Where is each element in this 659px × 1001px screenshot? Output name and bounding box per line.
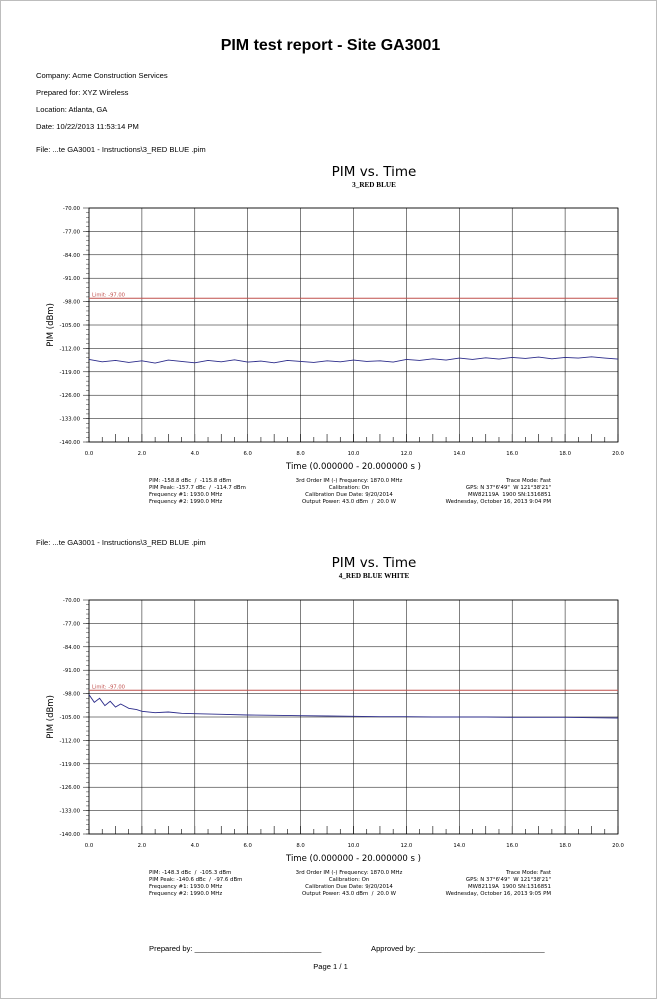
info-line: Frequency #2: 1990.0 MHz (149, 499, 223, 505)
chart2-file-path: File: ...te GA3001 - Instructions\3_RED BLUE .pim (36, 538, 206, 547)
info-line: MW82119A 1900 SN:1316851 (468, 884, 551, 890)
chart1-file-path: File: ...te GA3001 - Instructions\3_RED BLUE .pim (36, 145, 206, 154)
info-line: Calibration Due Date: 9/20/2014 (305, 884, 393, 890)
info-line: Calibration: On (328, 485, 370, 491)
chart1-plot (1, 196, 659, 481)
report-title: PIM test report - Site GA3001 (220, 37, 441, 54)
prepared-for-line: Prepared for: XYZ Wireless (36, 88, 129, 97)
chart2-info-col3 (421, 870, 551, 898)
limit-label: Limit: -97.00 (92, 684, 125, 691)
info-line: Trace Mode: Fast (505, 478, 551, 484)
chart2-info-col1 (149, 870, 242, 898)
x-tick-label: 10.0 (347, 451, 360, 457)
info-line: Frequency #1: 1930.0 MHz (149, 492, 223, 498)
info-line: PIM: -158.8 dBc / -115.8 dBm (149, 478, 232, 484)
company-line: Company: Acme Construction Services (36, 71, 168, 80)
info-line: MW82119A 1900 SN:1316851 (468, 492, 551, 498)
x-tick-label: 8.0 (296, 843, 305, 849)
chart1-title: PIM vs. Time (331, 164, 417, 180)
x-tick-label: 20.0 (612, 843, 624, 849)
y-tick-label: -77.00 (62, 621, 80, 628)
approved-by-line: Approved by: ______________________________ (371, 944, 545, 953)
info-line: Frequency #2: 1990.0 MHz (149, 891, 223, 897)
y-tick-label: -112.00 (59, 738, 80, 745)
chart2-title: PIM vs. Time (331, 555, 417, 571)
y-tick-label: -77.00 (62, 229, 80, 236)
y-axis-title: PIM (dBm) (46, 695, 56, 739)
y-tick-label: -112.00 (59, 346, 80, 353)
x-tick-label: 16.0 (506, 451, 519, 457)
info-line: Wednesday, October 16, 2013 9:04 PM (445, 499, 551, 505)
x-tick-label: 8.0 (296, 451, 305, 457)
y-tick-label: -70.00 (62, 206, 80, 212)
info-line: PIM Peak: -140.6 dBc / -97.6 dBm (149, 877, 243, 883)
x-tick-label: 16.0 (506, 843, 519, 849)
x-tick-label: 20.0 (612, 451, 624, 457)
x-tick-label: 12.0 (400, 451, 413, 457)
chart2-plot (1, 588, 659, 873)
y-tick-label: -70.00 (62, 598, 80, 604)
location-line: Location: Atlanta, GA (36, 105, 108, 114)
chart1-info-col1 (149, 478, 246, 506)
y-tick-label: -126.00 (59, 393, 80, 400)
limit-label: Limit: -97.00 (92, 292, 125, 299)
x-tick-label: 4.0 (190, 451, 200, 457)
x-axis-title: Time (0.000000 - 20.000000 s ) (286, 462, 421, 472)
chart2-info-col2 (284, 870, 414, 898)
x-tick-label: 10.0 (347, 843, 360, 849)
x-tick-label: 18.0 (559, 843, 571, 849)
x-tick-label: 12.0 (400, 843, 413, 849)
chart1-subtitle: 3_RED BLUE (352, 181, 396, 189)
info-line: 3rd Order IM (-) Frequency: 1870.0 MHz (295, 870, 403, 876)
y-tick-label: -105.00 (59, 323, 80, 329)
y-tick-label: -119.00 (59, 369, 80, 376)
info-line: PIM: -148.3 dBc / -105.3 dBm (149, 870, 232, 876)
x-tick-label: 2.0 (137, 451, 147, 457)
x-tick-label: 2.0 (137, 843, 147, 849)
x-tick-label: 6.0 (243, 843, 252, 849)
x-tick-label: 14.0 (453, 451, 466, 457)
x-tick-label: 0.0 (84, 451, 94, 457)
x-tick-label: 18.0 (559, 451, 571, 457)
info-line: GPS: N 37°6'49" W 121°38'21" (465, 877, 551, 883)
x-tick-label: 4.0 (190, 843, 200, 849)
y-tick-label: -84.00 (62, 644, 80, 651)
x-axis-title: Time (0.000000 - 20.000000 s ) (286, 854, 421, 864)
info-line: Output Power: 43.0 dBm / 20.0 W (302, 891, 396, 897)
y-tick-label: -140.00 (59, 440, 80, 446)
chart2-subtitle: 4_RED BLUE WHITE (338, 572, 410, 580)
info-line: Wednesday, October 16, 2013 9:05 PM (445, 891, 551, 897)
info-line: Output Power: 43.0 dBm / 20.0 W (302, 499, 396, 505)
y-axis-title: PIM (dBm) (46, 303, 56, 347)
info-line: Calibration: On (328, 877, 370, 883)
y-tick-label: -105.00 (59, 715, 80, 721)
y-tick-label: -140.00 (59, 832, 80, 838)
y-tick-label: -119.00 (59, 761, 80, 768)
y-tick-label: -91.00 (62, 668, 80, 675)
prepared-by-line: Prepared by: ______________________________ (149, 944, 322, 953)
info-line: Trace Mode: Fast (505, 870, 551, 876)
info-line: Frequency #1: 1930.0 MHz (149, 884, 223, 890)
chart1-info-col3 (421, 478, 551, 506)
info-line: Calibration Due Date: 9/20/2014 (305, 492, 393, 498)
y-tick-label: -133.00 (59, 416, 80, 423)
y-tick-label: -98.00 (62, 691, 80, 698)
chart1-info-col2 (284, 478, 414, 506)
y-tick-label: -133.00 (59, 808, 80, 815)
x-tick-label: 0.0 (84, 843, 94, 849)
info-line: 3rd Order IM (-) Frequency: 1870.0 MHz (295, 478, 403, 484)
y-tick-label: -84.00 (62, 252, 80, 259)
info-line: GPS: N 37°6'49" W 121°38'21" (465, 485, 551, 491)
y-tick-label: -126.00 (59, 785, 80, 792)
y-tick-label: -98.00 (62, 299, 80, 306)
y-tick-label: -91.00 (62, 276, 80, 283)
page-number: Page 1 / 1 (313, 962, 348, 971)
x-tick-label: 6.0 (243, 451, 252, 457)
x-tick-label: 14.0 (453, 843, 466, 849)
date-line: Date: 10/22/2013 11:53:14 PM (36, 122, 139, 131)
info-line: PIM Peak: -157.7 dBc / -114.7 dBm (149, 485, 246, 491)
